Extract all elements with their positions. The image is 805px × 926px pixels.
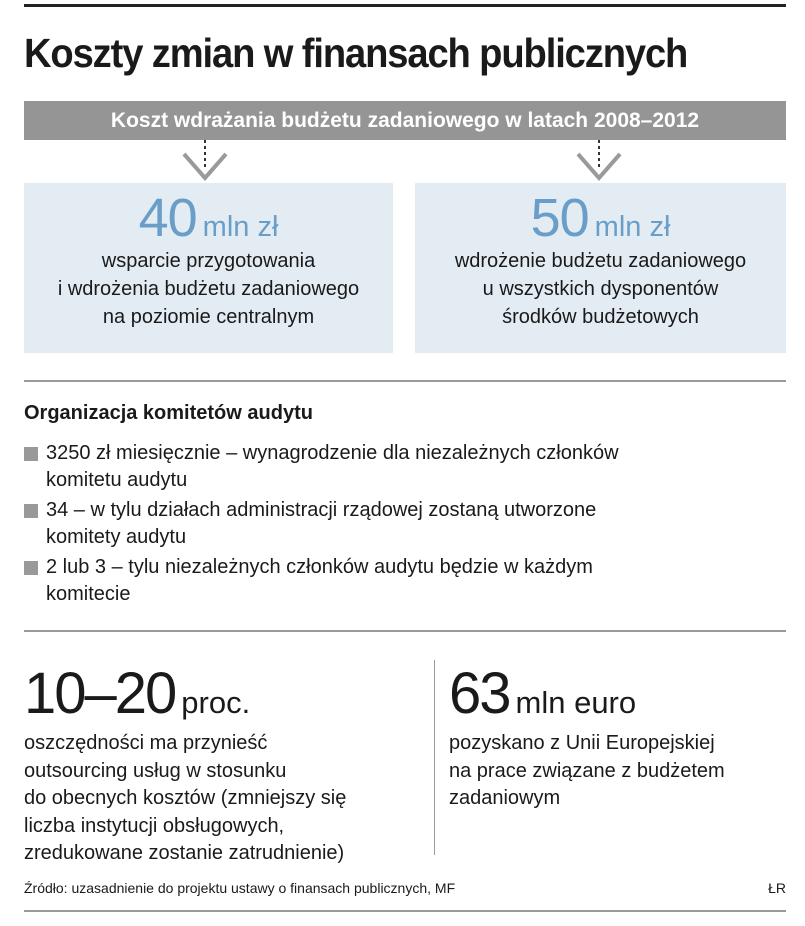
list-item-text: komitety audytu <box>46 525 187 548</box>
list-item-text: 3250 zł miesięcznie – wynagrodzenie dla niezależnych członków <box>46 442 619 464</box>
cost-value: 50 <box>530 188 589 248</box>
desc-line: wdrożenie budżetu zadaniowego <box>454 250 747 272</box>
section-divider <box>24 380 786 382</box>
audit-list <box>24 440 786 611</box>
stat-unit: mln euro <box>515 685 637 720</box>
list-item <box>24 554 786 607</box>
list-item-text: komitecie <box>46 582 131 605</box>
vertical-divider <box>434 660 435 855</box>
square-bullet-icon <box>24 561 38 575</box>
desc-line: środków budżetowych <box>502 306 699 328</box>
arrow-down-icon <box>576 140 622 182</box>
desc-line: na prace związane z budżetem <box>449 759 725 782</box>
desc-line: i wdrożenia budżetu zadaniowego <box>57 278 360 300</box>
list-item <box>24 440 786 493</box>
desc-line: wsparcie przygotowania <box>101 250 316 272</box>
desc-line: u wszystkich dysponentów <box>482 278 719 300</box>
desc-line: na poziomie centralnym <box>102 306 315 328</box>
cost-value: 40 <box>138 188 197 248</box>
desc-line: oszczędności ma przynieść <box>24 732 268 754</box>
desc-line: zadaniowym <box>449 787 561 809</box>
desc-line: liczba instytucji obsługowych, <box>24 814 285 837</box>
cost-description <box>24 247 393 331</box>
stat-description <box>24 730 424 868</box>
cost-box-central <box>24 183 393 353</box>
desc-line: do obecnych kosztów (zmniejszy się <box>24 787 347 809</box>
cost-unit: mln zł <box>202 211 279 243</box>
author-credit: ŁR <box>768 880 786 896</box>
square-bullet-icon <box>24 447 38 461</box>
stat-value: 10–20 <box>24 661 176 726</box>
desc-line: pozyskano z Unii Europejskiej <box>449 732 715 754</box>
stat-savings <box>24 660 424 868</box>
list-item-text: 2 lub 3 – tylu niezależnych członków audytu będzie w każdym <box>46 556 593 578</box>
source-note: Źródło: uzasadnienie do projektu ustawy o finansach publicznych, MF <box>24 880 456 896</box>
section-divider <box>24 630 786 632</box>
list-item-text: komitetu audytu <box>46 468 188 491</box>
stat-value: 63 <box>449 661 510 726</box>
section-heading: Organizacja komitetów audytu <box>24 402 313 424</box>
list-item-text: 34 – w tylu działach administracji rządowej zostaną utworzone <box>46 499 597 521</box>
cost-unit: mln zł <box>594 211 671 243</box>
cost-description <box>415 247 786 331</box>
bottom-rule <box>24 910 786 912</box>
arrow-down-icon <box>182 140 228 182</box>
stat-unit: proc. <box>181 685 251 720</box>
square-bullet-icon <box>24 504 38 518</box>
cost-box-all <box>415 183 786 353</box>
page-title: Koszty zmian w finansach publicznych <box>24 30 688 76</box>
top-rule <box>24 4 786 7</box>
list-item <box>24 497 786 550</box>
stat-description <box>449 730 789 813</box>
stat-eu-funds <box>449 660 789 813</box>
banner: Koszt wdrażania budżetu zadaniowego w latach 2008–2012 <box>24 101 786 140</box>
desc-line: outsourcing usług w stosunku <box>24 759 287 782</box>
desc-line: zredukowane zostanie zatrudnienie) <box>24 842 345 864</box>
